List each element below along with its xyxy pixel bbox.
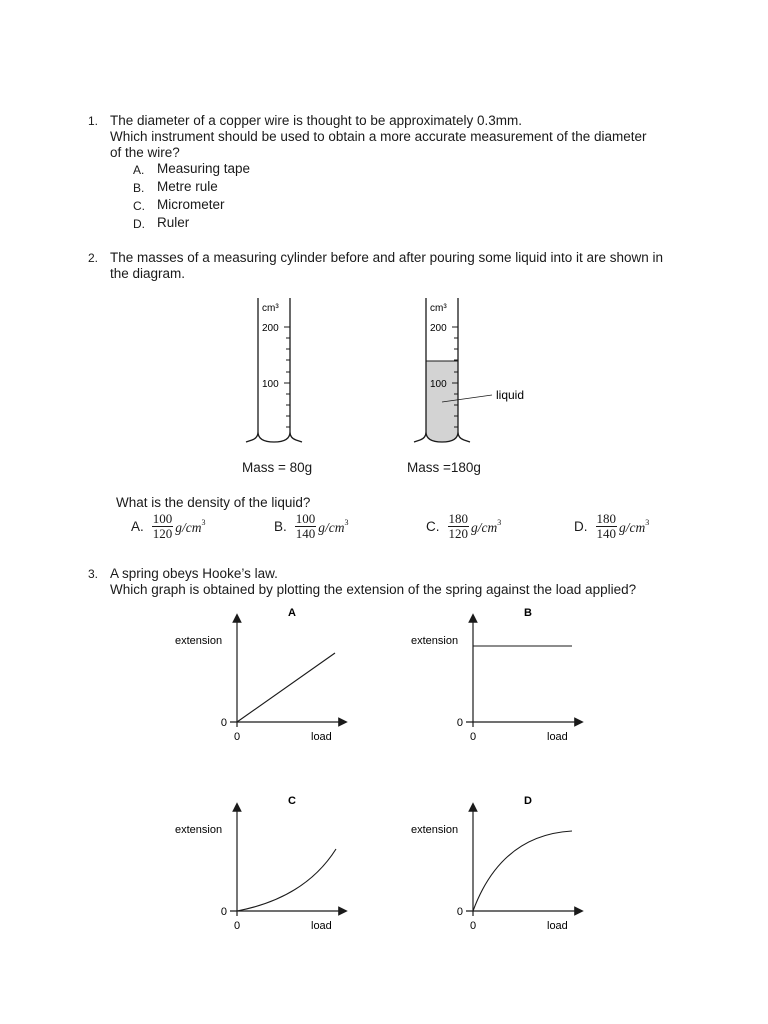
question-2-option-d-exponent: 3: [645, 517, 650, 527]
cylinder-liquid-tick-200: 200: [430, 323, 447, 334]
graph-b-letter: B: [524, 607, 532, 619]
question-2-option-b-denominator: 140: [295, 526, 316, 541]
graph-c: [170, 790, 360, 938]
graph-b-x-label: load: [547, 731, 568, 743]
graph-d-origin-y: 0: [456, 906, 463, 918]
cylinder-empty-diagram: [240, 292, 310, 452]
question-2-option-c: [426, 512, 501, 541]
graph-a-origin-x: 0: [233, 731, 241, 743]
cylinder-empty-unit-label: cm³: [262, 303, 279, 314]
question-1-number: 1.: [88, 114, 99, 128]
question-2-option-b-letter: B.: [274, 519, 287, 534]
graph-b-origin-y: 0: [456, 717, 463, 729]
question-2-option-d-numerator: 180: [596, 511, 616, 526]
question-2-option-d-letter: D.: [574, 519, 588, 534]
question-1-option-c-text: Micrometer: [157, 197, 225, 212]
graph-a-y-label: extension: [175, 635, 223, 647]
question-2-prompt: What is the density of the liquid?: [116, 495, 311, 510]
graph-b-origin-x: 0: [469, 731, 477, 743]
question-2-option-a-exponent: 3: [201, 517, 206, 527]
graph-c-curve: [237, 849, 336, 911]
question-2-option-c-exponent: 3: [497, 517, 502, 527]
question-1-option-b-letter: B.: [133, 181, 145, 195]
graph-c-origin-y: 0: [220, 906, 227, 918]
question-2-option-a-numerator: 100: [152, 511, 173, 526]
graph-b-y-label: extension: [411, 635, 459, 647]
question-1-line-3: of the wire?: [110, 145, 180, 160]
question-1-option-a-letter: A.: [133, 163, 145, 177]
question-2-line-2: the diagram.: [110, 266, 186, 281]
question-3-number: 3.: [88, 567, 99, 581]
graph-b: [406, 602, 596, 750]
question-2-option-a: [131, 512, 206, 541]
question-2-option-c-numerator: 180: [448, 511, 468, 526]
graph-a: [170, 602, 360, 750]
graph-a-curve: [237, 653, 335, 722]
graph-d-letter: D: [524, 795, 532, 807]
cylinder-liquid-mass: Mass =180g: [407, 460, 481, 475]
question-2-option-c-unit: g/cm: [471, 519, 498, 535]
graph-d-x-label: load: [547, 920, 568, 932]
question-2-option-c-letter: C.: [426, 519, 440, 534]
graph-a-letter: A: [288, 607, 296, 619]
question-3-line-1: A spring obeys Hooke’s law.: [110, 566, 278, 581]
question-2-option-b-numerator: 100: [295, 511, 316, 526]
question-1-option-a-text: Measuring tape: [157, 161, 251, 176]
liquid-label: liquid: [496, 388, 525, 402]
question-2-number: 2.: [88, 251, 99, 265]
question-1-option-d-letter: D.: [133, 217, 145, 231]
cylinder-empty-tick-100: 100: [262, 379, 279, 390]
cylinder-liquid-tick-100: 100: [430, 379, 447, 390]
cylinder-liquid-diagram: [408, 292, 548, 452]
question-2-option-d-unit: g/cm: [619, 519, 646, 535]
question-2-option-d-denominator: 140: [596, 526, 616, 541]
graph-a-x-label: load: [311, 731, 332, 743]
question-2-option-b-unit: g/cm: [318, 519, 345, 535]
question-2-option-a-denominator: 120: [152, 526, 173, 541]
question-2-option-a-letter: A.: [131, 519, 144, 534]
cylinder-empty-tick-200: 200: [262, 323, 279, 334]
graph-c-y-label: extension: [175, 824, 223, 836]
question-1-line-2: Which instrument should be used to obtain a more accurate measurement of the diameter: [110, 129, 647, 144]
graph-d: [406, 790, 596, 938]
question-2-option-b: [274, 512, 349, 541]
question-1-option-b-text: Metre rule: [157, 179, 218, 194]
graph-c-x-label: load: [311, 920, 332, 932]
cylinder-empty-mass: Mass = 80g: [242, 460, 313, 475]
question-2-option-a-unit: g/cm: [175, 519, 202, 535]
question-1-line-1: The diameter of a copper wire is thought to be approximately 0.3mm.: [110, 113, 522, 128]
liquid-fill: [426, 361, 458, 442]
question-2-option-c-denominator: 120: [448, 526, 468, 541]
question-3-line-2: Which graph is obtained by plotting the extension of the spring against the load applied?: [110, 582, 637, 597]
cylinder-empty-scale: [284, 327, 290, 427]
question-2-option-b-exponent: 3: [344, 517, 349, 527]
graph-d-origin-x: 0: [469, 920, 477, 932]
graph-c-letter: C: [288, 795, 296, 807]
question-2-option-d: [574, 512, 649, 541]
question-1-option-c-letter: C.: [133, 199, 145, 213]
graph-d-curve: [473, 831, 572, 911]
cylinder-liquid-unit-label: cm³: [430, 303, 447, 314]
cylinder-empty-outline: [246, 298, 302, 442]
question-1-option-d-text: Ruler: [157, 215, 190, 230]
question-2-line-1: The masses of a measuring cylinder before and after pouring some liquid into it are shown in: [110, 250, 664, 265]
graph-a-origin-y: 0: [220, 717, 227, 729]
graph-d-y-label: extension: [411, 824, 459, 836]
graph-c-origin-x: 0: [233, 920, 241, 932]
